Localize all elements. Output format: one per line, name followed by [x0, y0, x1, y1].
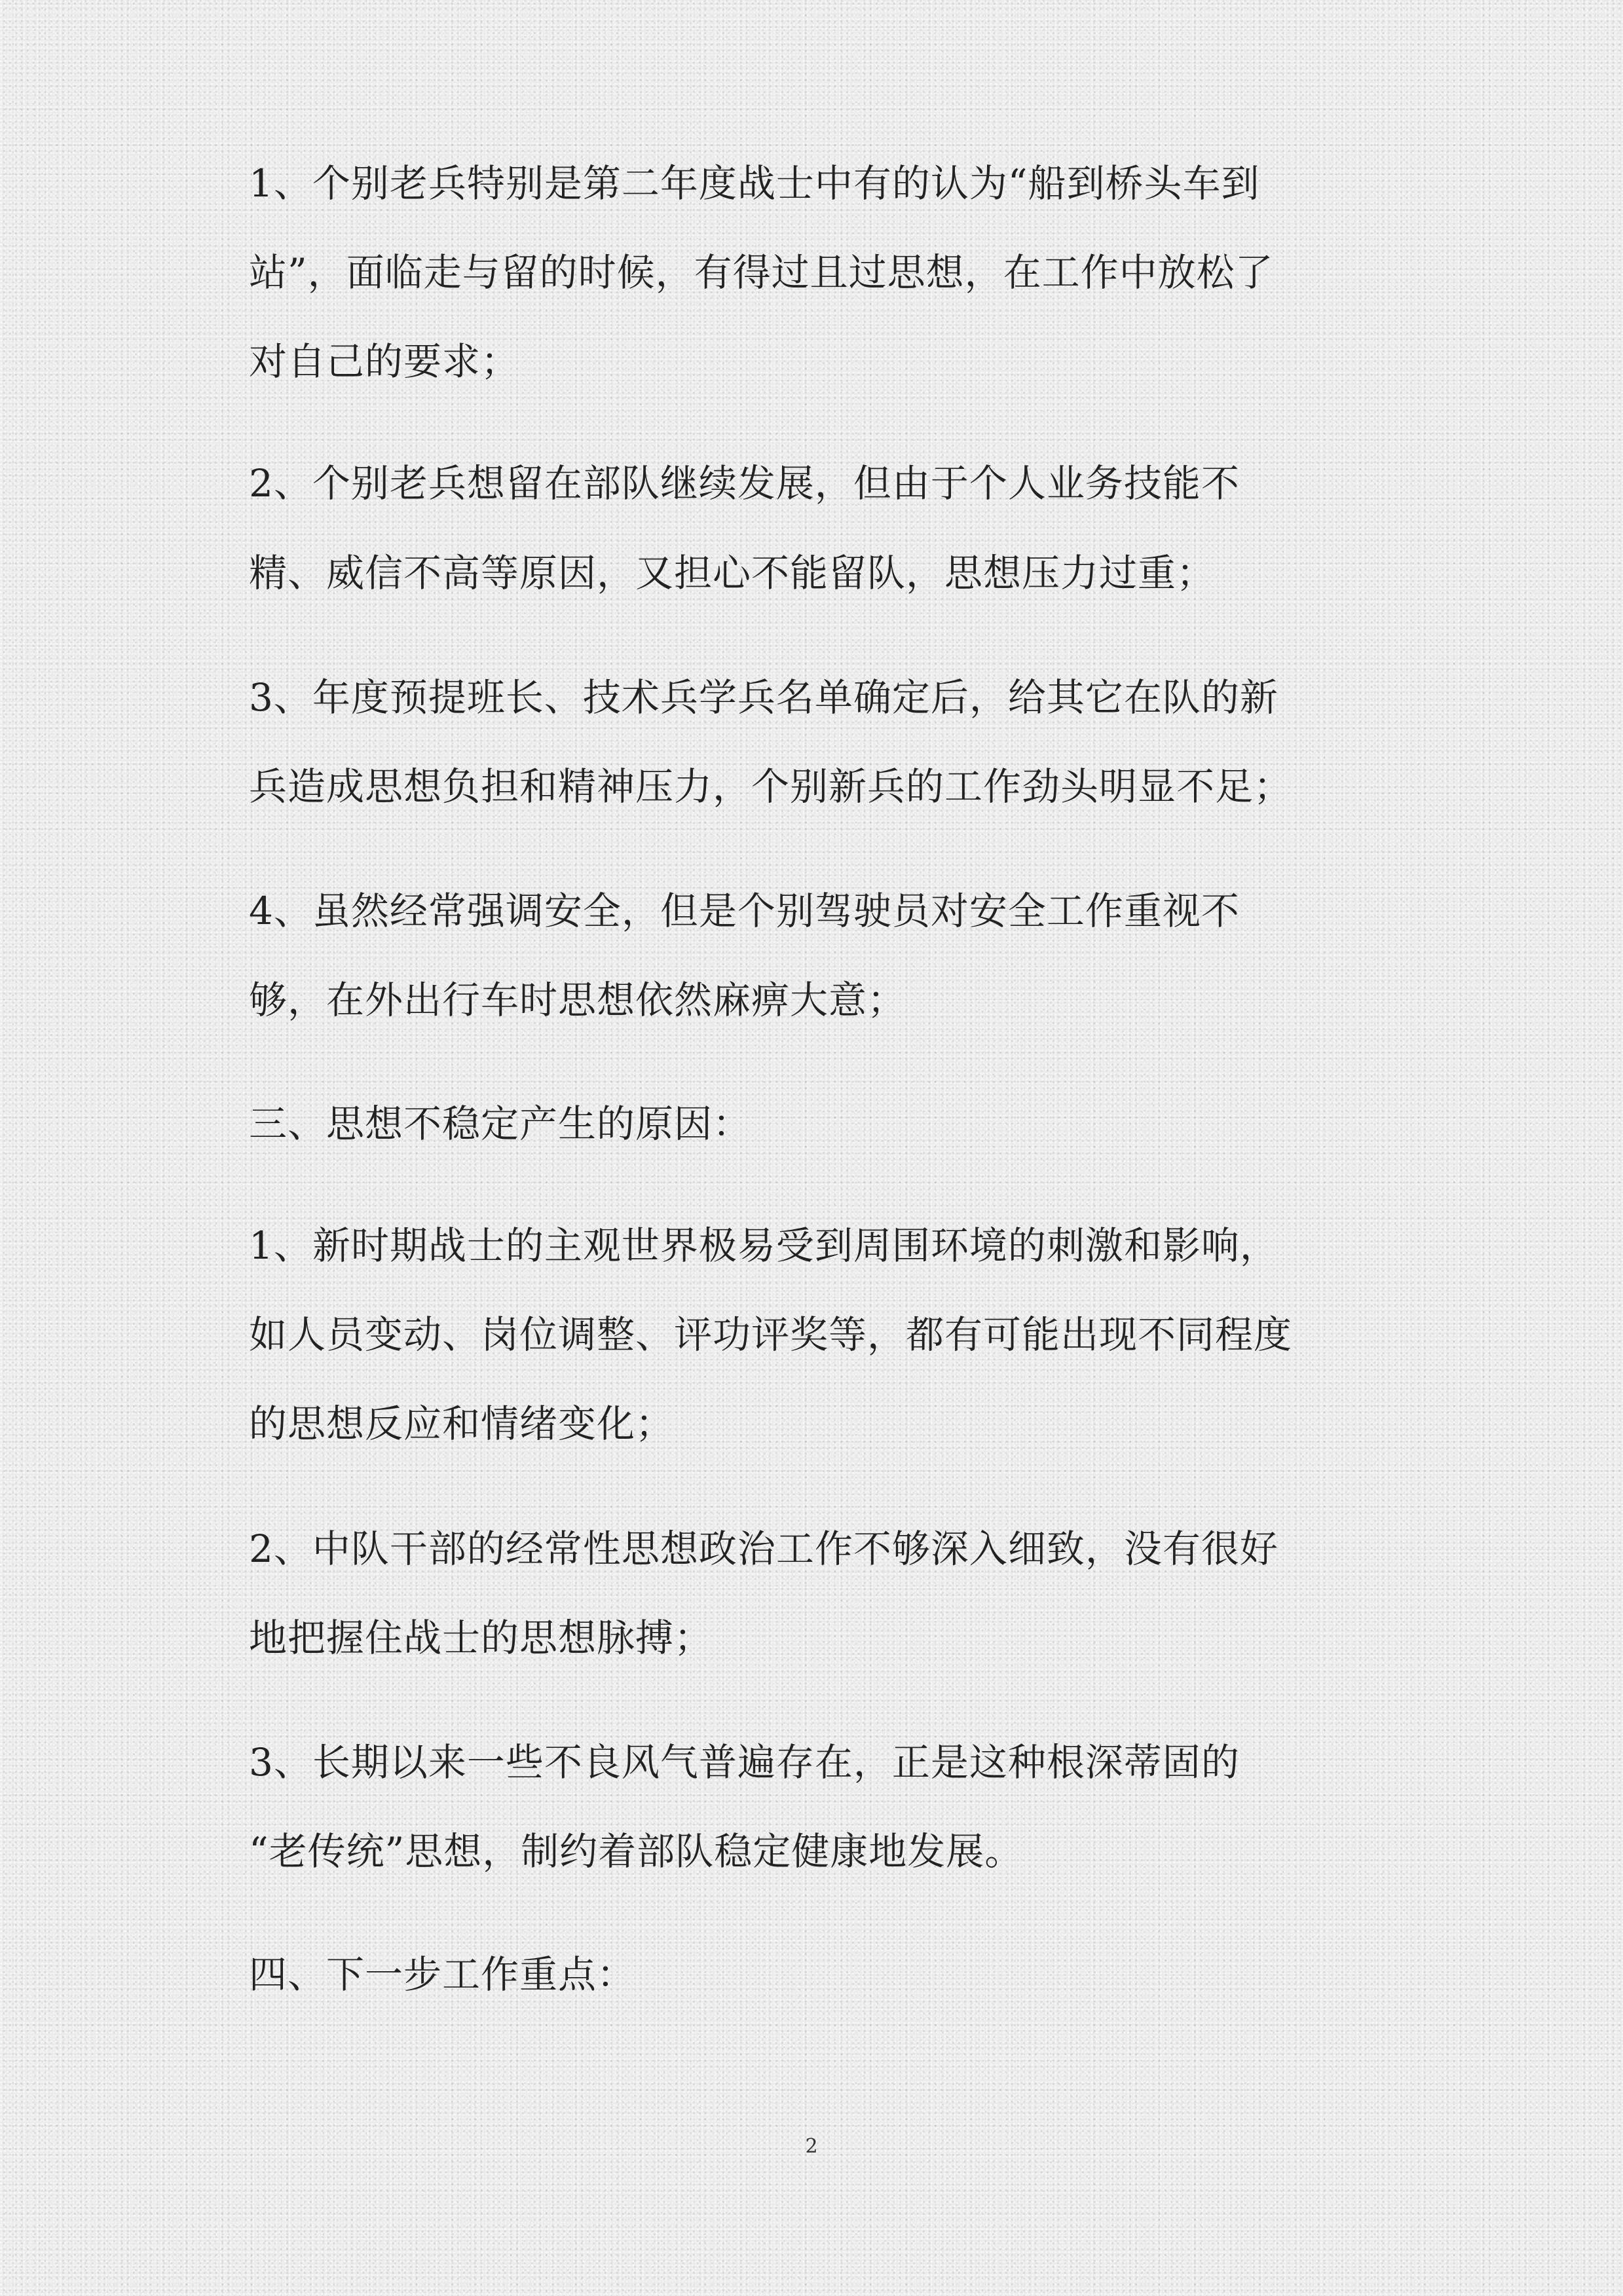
text-line: 2、个别老兵想留在部队继续发展，但由于个人业务技能不: [249, 461, 1240, 506]
text-line: 站”，面临走与留的时候，有得过且过思想，在工作中放松了: [249, 250, 1274, 295]
text-line: 对自己的要求；: [249, 339, 520, 384]
section-heading: 四、下一步工作重点：: [249, 1952, 636, 1997]
text-line: 的思想反应和情绪变化；: [249, 1401, 675, 1446]
text-line: 2、中队干部的经常性思想政治工作不够深入细致，没有很好: [249, 1527, 1278, 1571]
section-heading: 三、思想不稳定产生的原因：: [249, 1102, 752, 1146]
text-line: 1、新时期战士的主观世界极易受到周围环境的刺激和影响，: [249, 1223, 1278, 1268]
page-number: 2: [805, 2135, 818, 2158]
text-line: 如人员变动、岗位调整、评功评奖等，都有可能出现不同程度: [249, 1312, 1293, 1357]
text-line: 精、威信不高等原因，又担心不能留队，思想压力过重；: [249, 551, 1216, 595]
text-line: “老传统”思想，制约着部队稳定健康地发展。: [249, 1829, 1024, 1874]
text-line: 4、虽然经常强调安全，但是个别驾驶员对安全工作重视不: [249, 889, 1240, 933]
text-line: 够，在外出行车时思想依然麻痹大意；: [249, 978, 906, 1022]
text-line: 兵造成思想负担和精神压力，个别新兵的工作劲头明显不足；: [249, 764, 1293, 809]
text-line: 3、年度预提班长、技术兵学兵名单确定后，给其它在队的新: [249, 675, 1278, 720]
text-line: 1、个别老兵特别是第二年度战士中有的认为“船到桥头车到: [249, 161, 1260, 206]
text-line: 地把握住战士的思想脉搏；: [249, 1616, 713, 1660]
text-line: 3、长期以来一些不良风气普遍存在，正是这种根深蒂固的: [249, 1740, 1240, 1785]
